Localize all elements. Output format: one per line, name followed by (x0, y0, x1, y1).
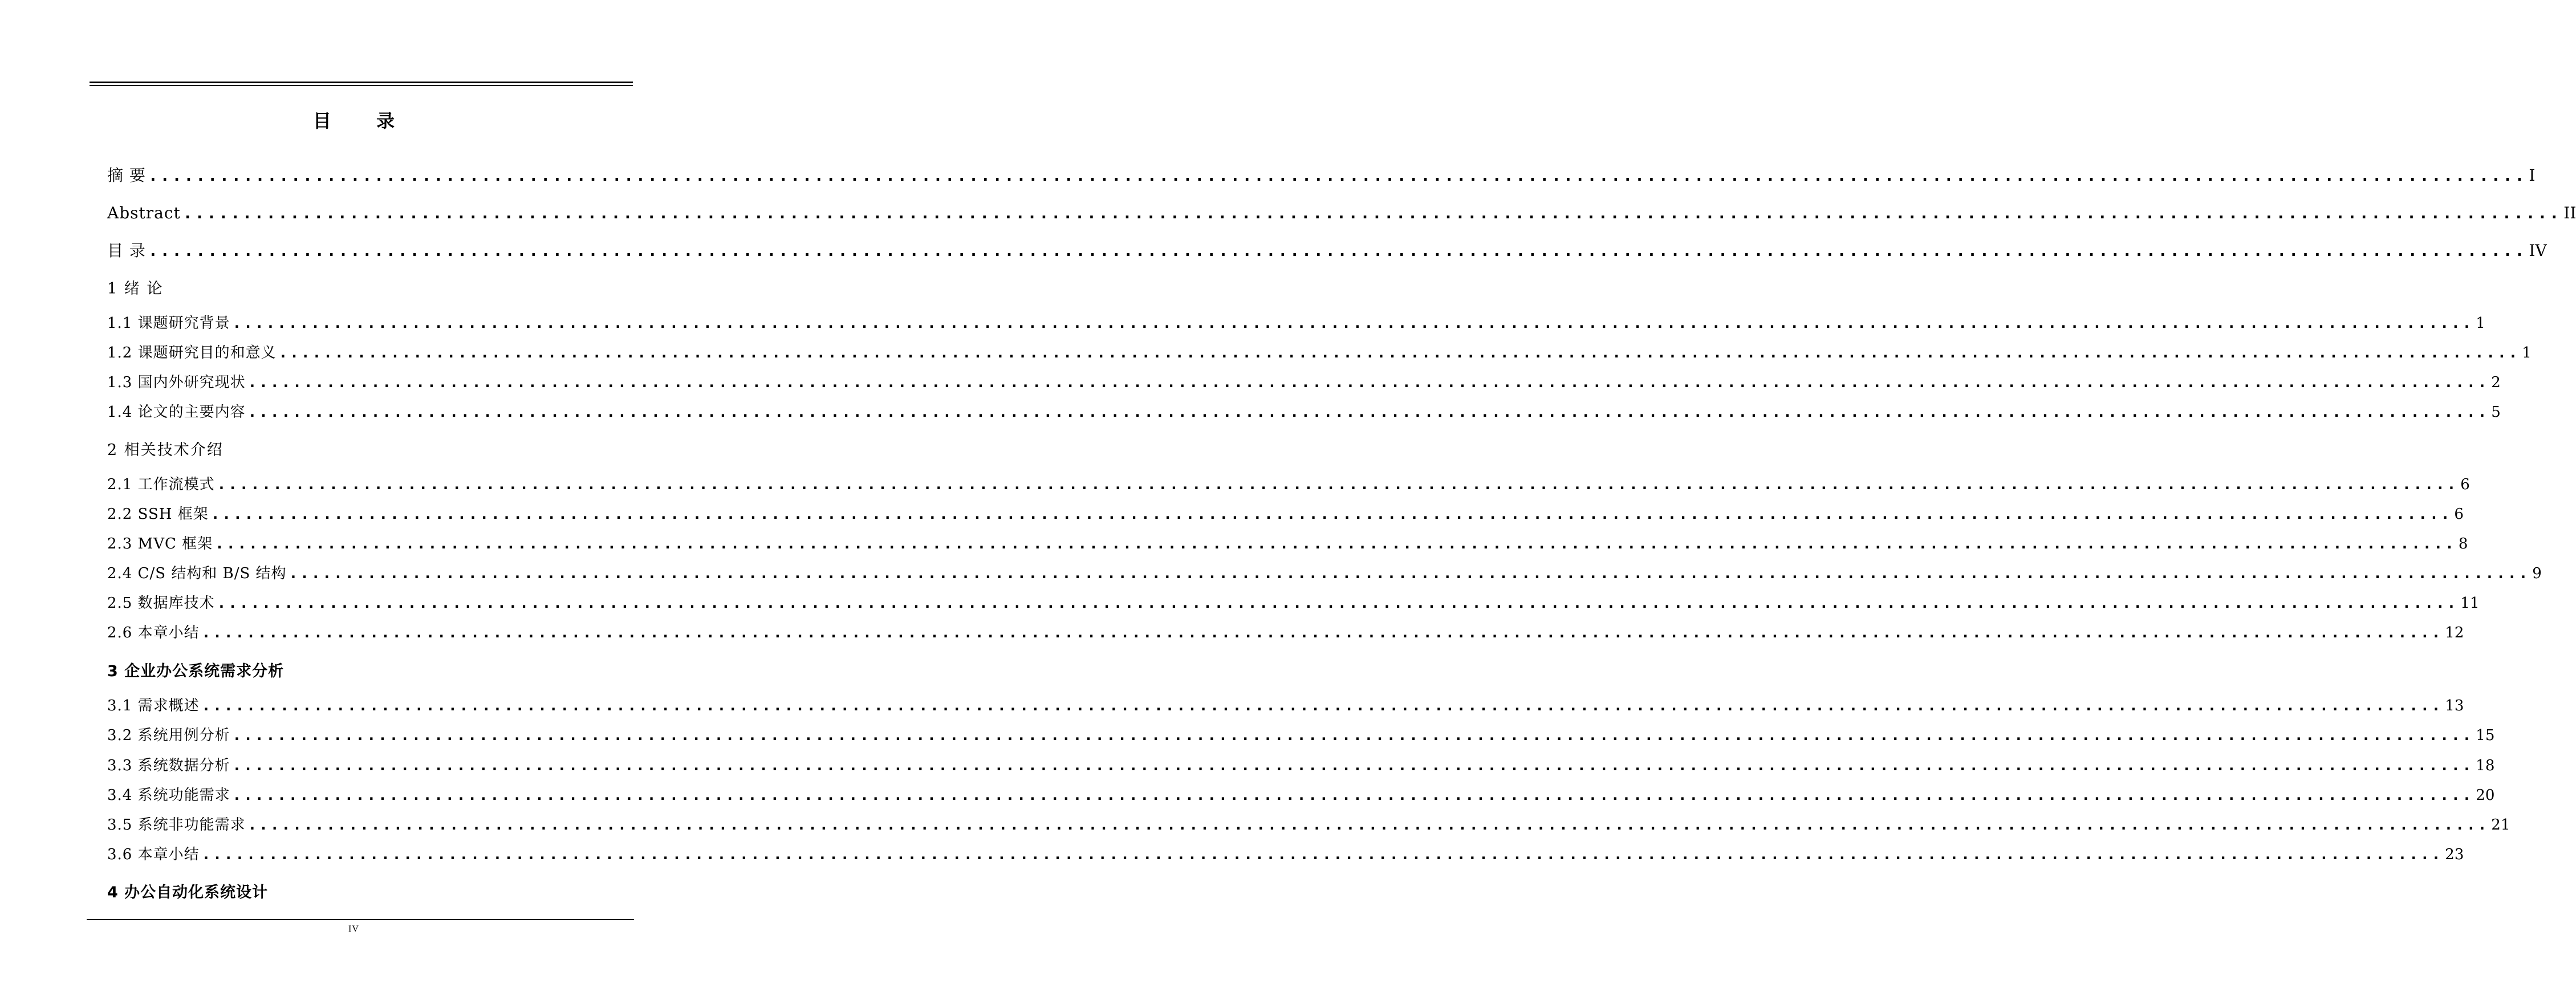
toc-entry-label: 3.6 本章小结 (107, 846, 200, 863)
toc-entry-page: IV (2529, 241, 2547, 260)
toc-entry-section[interactable] (107, 785, 2495, 806)
toc-entry-label: 3.4 系统功能需求 (107, 787, 230, 804)
toc-entry-section[interactable] (107, 563, 2542, 584)
toc-entry-label: 2.5 数据库技术 (107, 595, 215, 612)
toc-entry-page: 2 (2491, 374, 2501, 391)
dot-leader: ........................................................................................................................................................................................................ (247, 374, 2489, 391)
toc-entry-label: 摘 要 (107, 166, 146, 185)
toc-entry-section[interactable] (107, 372, 2501, 393)
toc-entry-page: 5 (2491, 404, 2501, 421)
header-rule-thick (90, 82, 633, 83)
toc-entry-section[interactable] (107, 755, 2495, 776)
dot-leader: ........................................................................................................................................................................................................ (148, 241, 2527, 260)
page-title: 目 录 (312, 110, 415, 132)
toc-entry-page: I (2529, 166, 2536, 185)
dot-leader: ........................................................................................................................................................................................................ (201, 697, 2443, 714)
toc-entry-section[interactable] (107, 504, 2464, 525)
dot-leader: ........................................................................................................................................................................................................ (232, 787, 2474, 804)
dot-leader: ........................................................................................................................................................................................................ (217, 595, 2459, 612)
toc-entry-label: 1.3 国内外研究现状 (107, 374, 246, 391)
dot-leader: ........................................................................................................................................................................................................ (289, 565, 2530, 582)
toc-entry-page: 13 (2445, 697, 2464, 714)
dot-leader: ........................................................................................................................................................................................................ (247, 404, 2489, 421)
dot-leader: ........................................................................................................................................................................................................ (182, 204, 2562, 222)
toc-entry-section[interactable] (107, 815, 2510, 835)
toc-entry-label: 3.1 需求概述 (107, 697, 200, 714)
dot-leader: ........................................................................................................................................................................................................ (210, 506, 2452, 523)
toc-entry-label: 目 录 (107, 241, 146, 260)
toc-entry-section[interactable] (107, 402, 2501, 422)
toc-entry-label: 2.1 工作流模式 (107, 476, 215, 493)
chapter-heading[interactable]: 2 相关技术介绍 (107, 441, 224, 459)
toc-entry-page: 20 (2476, 787, 2495, 804)
footer-rule (87, 919, 634, 920)
toc-entry-label: 3.2 系统用例分析 (107, 727, 230, 744)
dot-leader: ........................................................................................................................................................................................................ (232, 315, 2474, 332)
toc-entry-page: 8 (2458, 535, 2468, 552)
dot-leader: ........................................................................................................................................................................................................ (217, 476, 2459, 493)
dot-leader: ........................................................................................................................................................................................................ (278, 344, 2520, 361)
toc-entry-page: 23 (2445, 846, 2464, 863)
toc-entry-abstract-en[interactable] (107, 203, 2576, 223)
toc-entry-label: 2.6 本章小结 (107, 624, 200, 641)
toc-entry-page: 6 (2454, 506, 2464, 523)
dot-leader: ........................................................................................................................................................................................................ (232, 757, 2474, 774)
dot-leader: ........................................................................................................................................................................................................ (215, 535, 2456, 552)
toc-entry-section[interactable] (107, 474, 2470, 495)
toc-entry-section[interactable] (107, 844, 2464, 865)
toc-entry-page: 15 (2476, 727, 2495, 744)
dot-leader: ........................................................................................................................................................................................................ (247, 816, 2489, 834)
toc-entry-section[interactable] (107, 623, 2464, 643)
toc-entry-page: 9 (2532, 565, 2542, 582)
toc-entry-label: 3.3 系统数据分析 (107, 757, 230, 774)
toc-entry-label: Abstract (107, 204, 181, 222)
header-rule-thin (90, 85, 633, 86)
toc-entry-page: 21 (2491, 816, 2510, 834)
toc-entry-section[interactable] (107, 725, 2495, 746)
toc-entry-page: 12 (2445, 624, 2464, 641)
toc-entry-section[interactable] (107, 696, 2464, 716)
page-number: IV (348, 924, 359, 934)
toc-entry-label: 1.1 课题研究背景 (107, 315, 230, 332)
chapter-heading[interactable]: 4 办公自动化系统设计 (107, 884, 269, 901)
toc-entry-page: 11 (2460, 595, 2480, 612)
toc-entry-page: 18 (2476, 757, 2495, 774)
toc-entry-section[interactable] (107, 343, 2532, 363)
toc-entry-page: II (2563, 204, 2576, 222)
dot-leader: ........................................................................................................................................................................................................ (232, 727, 2474, 744)
toc-entry-label: 1.2 课题研究目的和意义 (107, 344, 277, 361)
toc-entry-label: 1.4 论文的主要内容 (107, 404, 246, 421)
toc-entry-section[interactable] (107, 534, 2468, 554)
chapter-heading[interactable]: 3 企业办公系统需求分析 (107, 662, 285, 680)
toc-entry-contents[interactable] (107, 241, 2547, 261)
toc-entry-section[interactable] (107, 593, 2480, 613)
toc-entry-page: 1 (2522, 344, 2532, 361)
toc-entry-label: 2.3 MVC 框架 (107, 535, 213, 552)
toc-entry-label: 2.2 SSH 框架 (107, 506, 209, 523)
dot-leader: ........................................................................................................................................................................................................ (148, 166, 2527, 185)
toc-entry-label: 2.4 C/S 结构和 B/S 结构 (107, 565, 287, 582)
toc-entry-label: 3.5 系统非功能需求 (107, 816, 246, 834)
toc-entry-page: 1 (2476, 315, 2485, 332)
dot-leader: ........................................................................................................................................................................................................ (201, 846, 2443, 863)
toc-entry-page: 6 (2460, 476, 2470, 493)
toc-entry-abstract-cn[interactable] (107, 165, 2536, 186)
dot-leader: ........................................................................................................................................................................................................ (201, 624, 2443, 641)
chapter-heading[interactable]: 1 绪 论 (107, 280, 164, 298)
toc-entry-section[interactable] (107, 313, 2485, 334)
